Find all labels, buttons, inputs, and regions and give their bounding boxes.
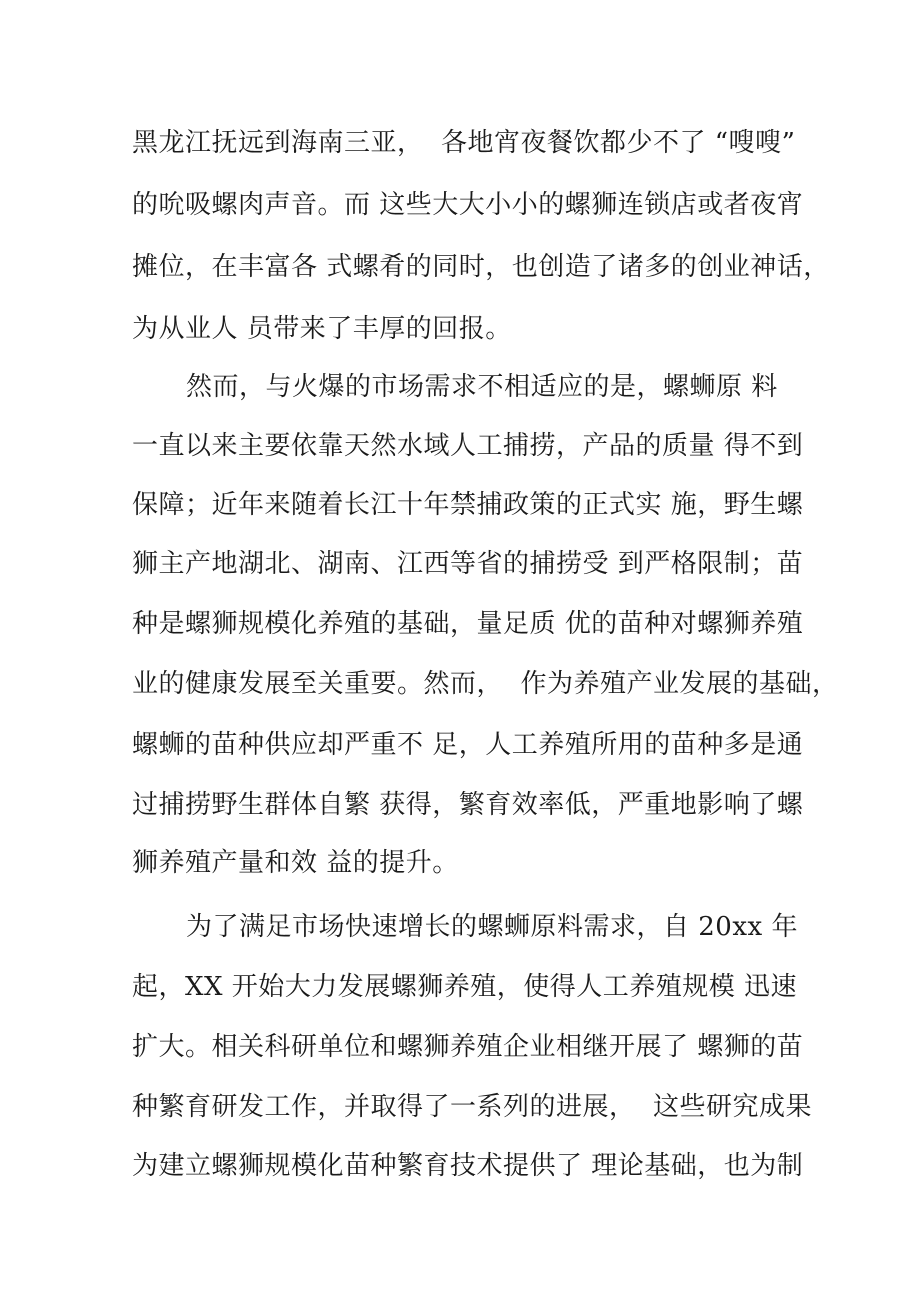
text-line: 摊位，在丰富各 式螺肴的同时，也创造了诸多的创业神话， (132, 252, 830, 282)
text-line: 扩大。相关科研单位和螺狮养殖企业相继开展了 螺狮的苗 (132, 1032, 804, 1062)
text-line: 种繁育研发工作，并取得了一系列的进展， 这些研究成果 (132, 1092, 813, 1122)
text-line: 业的健康发展至关重要。然而， 作为养殖产业发展的基础， (132, 669, 839, 699)
text-line: 黑龙江抚远到海南三亚， 各地宵夜餐饮都少不了 “嗖嗖” (132, 128, 796, 158)
text-line: 螺蛳的苗种供应却严重不 足，人工养殖所用的苗种多是通 (132, 730, 804, 760)
text-line: 为从业人 员带来了丰厚的回报。 (132, 314, 512, 344)
text-line: 狮养殖产量和效 益的提升。 (132, 848, 459, 878)
text-line: 狮主产地湖北、湖南、江西等省的捕捞受 到严格限制；苗 (132, 549, 804, 579)
text-line: 为了满足市场快速增长的螺蛳原料需求，自 20xx 年 (186, 912, 798, 942)
text-line: 然而，与火爆的市场需求不相适应的是，螺蛳原 料 (186, 372, 778, 402)
text-line: 一直以来主要依靠天然水域人工捕捞，产品的质量 得不到 (132, 431, 804, 461)
text-line: 起，XX 开始大力发展螺狮养殖，使得人工养殖规模 迅速 (132, 972, 798, 1002)
text-line: 的吮吸螺肉声音。而 这些大大小小的螺狮连锁店或者夜宵 (132, 190, 804, 220)
text-line: 保障；近年来随着长江十年禁捕政策的正式实 施，野生螺 (132, 490, 804, 520)
text-line: 过捕捞野生群体自繁 获得，繁育效率低，严重地影响了螺 (132, 790, 804, 820)
text-line: 种是螺狮规模化养殖的基础，量足质 优的苗种对螺狮养殖 (132, 609, 804, 639)
text-line: 为建立螺狮规模化苗种繁育技术提供了 理论基础，也为制 (132, 1151, 804, 1181)
